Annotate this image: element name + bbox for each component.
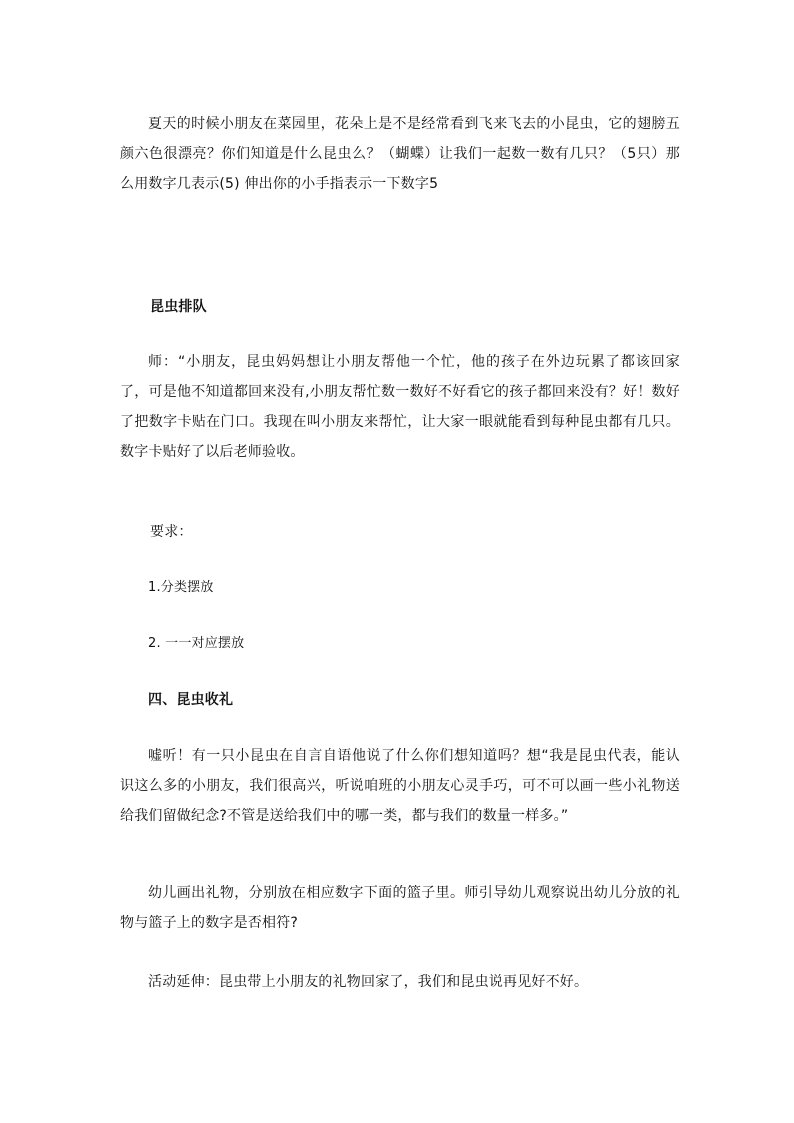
requirement-item-2: 2. 一一对应摆放 [148,636,245,651]
draw-paragraph: 幼儿画出礼物，分别放在相应数字下面的篮子里。师引导幼儿观察说出幼儿分放的礼物与篮子上的数字是否相符? [120,885,680,931]
requirement-item-1: 1.分类摆放 [148,580,214,595]
heading-insect-line: 昆虫排队 [150,299,207,315]
intro-paragraph: 夏天的时候小朋友在菜园里，花朵上是不是经常看到飞来飞去的小昆虫，它的翅膀五颜六色很漂亮？你们知道是什么昆虫么？（蝴蝶）让我们一起数一数有几只？（5只）那么用数字几表示(5) 伸出你的小手指表示一下数字5 [120,116,680,192]
requirements-label: 要求： [150,524,193,540]
extension-paragraph: 活动延伸：昆虫带上小朋友的礼物回家了，我们和昆虫说再见好不好。 [148,974,589,990]
listen-paragraph: 嘘听！有一只小昆虫在自言自语他说了什么你们想知道吗？想“我是昆虫代表，能认识这么多的小朋友，我们很高兴，听说咱班的小朋友心灵手巧，可不可以画一些小礼物送给我们留做纪念?不管是送给我们中的哪一类，都与我们的数量一样多。” [120,748,680,824]
heading-section-four: 四、昆虫收礼 [148,692,234,708]
teacher-paragraph: 师：“小朋友，昆虫妈妈想让小朋友帮他一个忙，他的孩子在外边玩累了都该回家了，可是他不知道都回来没有,小朋友帮忙数一数好不好看它的孩子都回来没有？好！数好了把数字卡贴在门口。我现在叫小朋友来帮忙，让大家一眼就能看到每种昆虫都有几只。数字卡贴好了以后老师验收。 [120,354,680,460]
